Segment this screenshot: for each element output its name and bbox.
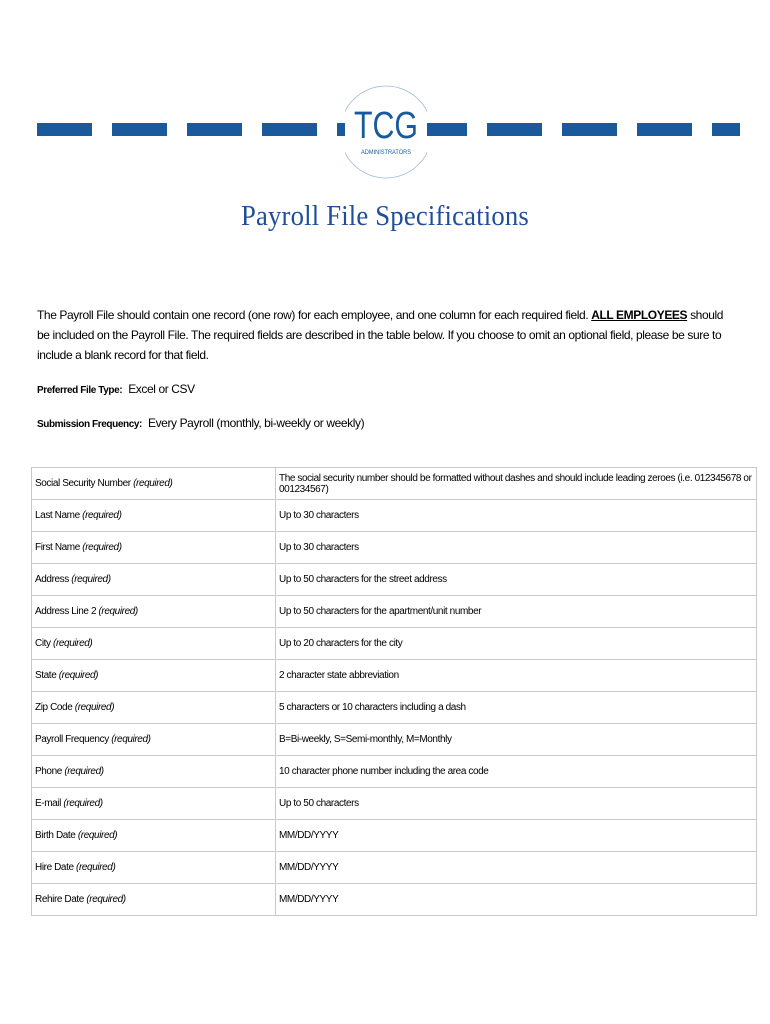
field-name: Address Line 2 xyxy=(35,606,97,617)
field-name-cell xyxy=(32,500,276,532)
table-row xyxy=(32,756,757,788)
field-description: MM/DD/YYYY xyxy=(276,884,757,916)
table-row xyxy=(32,596,757,628)
field-name: Birth Date xyxy=(35,830,76,841)
field-name-cell xyxy=(32,596,276,628)
banner-dash xyxy=(487,123,542,136)
logo-sub-text: ADMINISTRATORS xyxy=(361,149,412,156)
field-description: Up to 50 characters for the apartment/unit number xyxy=(276,596,757,628)
field-name: E-mail xyxy=(35,798,61,809)
field-name: State xyxy=(35,670,57,681)
field-name: Hire Date xyxy=(35,862,74,873)
required-tag: (required) xyxy=(71,574,111,585)
field-name-cell xyxy=(32,788,276,820)
required-tag: (required) xyxy=(53,638,93,649)
required-tag: (required) xyxy=(98,606,138,617)
intro-text-2: should be included on the Payroll File. The required fields are described in the table below. If you choose to omit an optional field, please be sure to include a blank record for that field. xyxy=(37,308,724,362)
table-row xyxy=(32,468,757,500)
required-tag: (required) xyxy=(76,862,116,873)
table-row xyxy=(32,788,757,820)
field-name: Payroll Frequency xyxy=(35,734,109,745)
field-name-cell xyxy=(32,660,276,692)
header-banner xyxy=(0,0,770,190)
required-tag: (required) xyxy=(58,670,99,681)
submission-frequency-value: Every Payroll (monthly, bi-weekly or weekly) xyxy=(147,416,365,430)
tcg-logo xyxy=(345,82,427,182)
table-row xyxy=(32,852,757,884)
banner-dash xyxy=(637,123,692,136)
required-tag: (required) xyxy=(111,734,151,745)
field-description: B=Bi-weekly, S=Semi-monthly, M=Monthly xyxy=(276,724,757,756)
field-name-cell xyxy=(32,468,276,500)
table-row xyxy=(32,820,757,852)
field-name-cell xyxy=(32,532,276,564)
required-tag: (required) xyxy=(82,542,122,553)
required-tag: (required) xyxy=(77,830,118,841)
field-description: MM/DD/YYYY xyxy=(276,820,757,852)
field-description: 2 character state abbreviation xyxy=(276,660,757,692)
field-description: Up to 50 characters for the street address xyxy=(276,564,757,596)
table-row xyxy=(32,500,757,532)
required-tag: (required) xyxy=(86,894,126,905)
field-name-cell xyxy=(32,724,276,756)
field-name-cell xyxy=(32,564,276,596)
field-description: 5 characters or 10 characters including a dash xyxy=(276,692,757,724)
submission-frequency-label: Submission Frequency: xyxy=(37,419,142,430)
banner-dash xyxy=(112,123,167,136)
required-tag: (required) xyxy=(74,702,115,713)
banner-dash xyxy=(562,123,617,136)
field-name-cell xyxy=(32,884,276,916)
required-tag: (required) xyxy=(133,478,173,489)
field-description: Up to 30 characters xyxy=(276,532,757,564)
field-name: Phone xyxy=(35,766,62,777)
field-name: Zip Code xyxy=(35,702,73,713)
banner-dash xyxy=(187,123,242,136)
preferred-file-type xyxy=(37,382,195,396)
field-name: Rehire Date xyxy=(35,894,84,905)
intro-paragraph xyxy=(37,305,737,365)
required-tag: (required) xyxy=(82,510,122,521)
table-row xyxy=(32,564,757,596)
banner-dash xyxy=(712,123,740,136)
field-name: Social Security Number xyxy=(35,478,131,489)
field-name-cell xyxy=(32,756,276,788)
required-tag: (required) xyxy=(63,798,103,809)
field-name: First Name xyxy=(35,542,80,553)
field-description: 10 character phone number including the area code xyxy=(276,756,757,788)
field-name: Last Name xyxy=(35,510,80,521)
field-name-cell xyxy=(32,628,276,660)
table-row xyxy=(32,724,757,756)
field-description: Up to 50 characters xyxy=(276,788,757,820)
banner-dash xyxy=(37,123,92,136)
field-name-cell xyxy=(32,820,276,852)
banner-dash xyxy=(262,123,317,136)
field-spec-table xyxy=(31,467,757,916)
field-name-cell xyxy=(32,692,276,724)
table-row xyxy=(32,692,757,724)
required-tag: (required) xyxy=(64,766,104,777)
table-row xyxy=(32,660,757,692)
table-row xyxy=(32,532,757,564)
submission-frequency xyxy=(37,416,364,430)
logo-main-text: TCG xyxy=(354,105,418,147)
field-description: MM/DD/YYYY xyxy=(276,852,757,884)
field-description: The social security number should be formatted without dashes and should include leading zeroes (i.e. 012345678 or 001234567) xyxy=(276,468,757,500)
intro-text-1: The Payroll File should contain one record (one row) for each employee, and one column for each required field. xyxy=(37,308,589,322)
preferred-file-type-value: Excel or CSV xyxy=(128,382,195,396)
intro-emphasis: ALL EMPLOYEES xyxy=(591,308,688,322)
field-description: Up to 20 characters for the city xyxy=(276,628,757,660)
page-title: Payroll File Specifications xyxy=(240,200,530,232)
field-name: City xyxy=(35,638,51,649)
field-description: Up to 30 characters xyxy=(276,500,757,532)
table-row xyxy=(32,628,757,660)
field-name: Address xyxy=(35,574,69,585)
table-row xyxy=(32,884,757,916)
preferred-file-type-label: Preferred File Type: xyxy=(37,385,123,396)
field-name-cell xyxy=(32,852,276,884)
